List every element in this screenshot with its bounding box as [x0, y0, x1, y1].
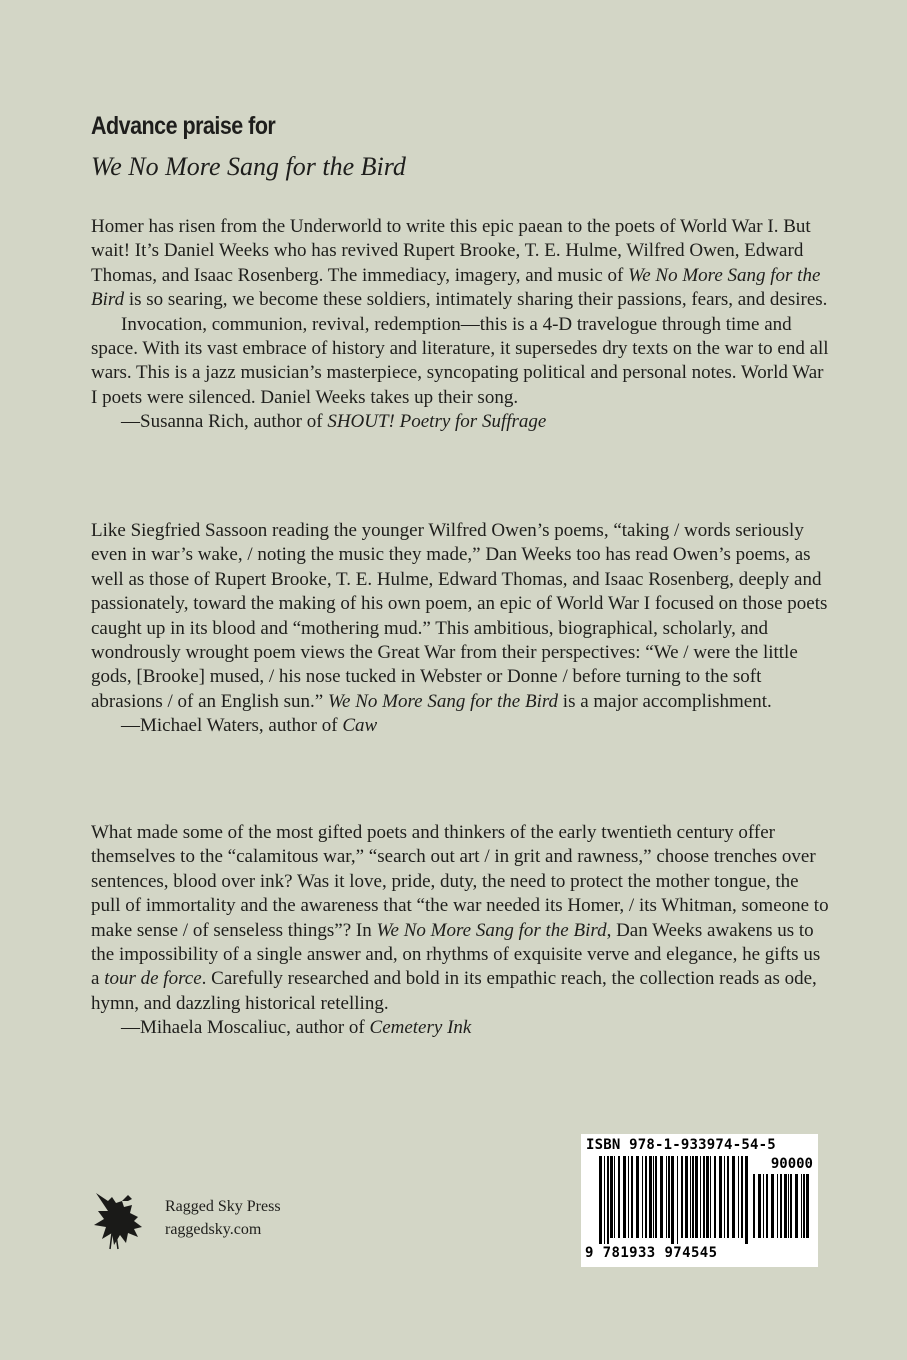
- barcode-bar: [780, 1174, 782, 1238]
- barcode-bar: [695, 1156, 698, 1238]
- barcode-bar: [777, 1174, 778, 1238]
- barcode-bar: [671, 1156, 674, 1244]
- barcode-bar: [753, 1174, 755, 1238]
- barcode-bar: [724, 1156, 725, 1238]
- blurb-moscaliuc: [91, 821, 831, 1041]
- barcode-bar: [645, 1156, 647, 1238]
- barcode-digits: 9 781933 974545: [585, 1245, 718, 1261]
- barcode-bar: [649, 1156, 652, 1238]
- barcode-bar: [618, 1156, 620, 1238]
- barcode-bar: [795, 1174, 798, 1238]
- blurb-waters: [91, 519, 831, 739]
- barcode-bar: [607, 1156, 609, 1244]
- barcode-bar: [732, 1156, 735, 1238]
- blurb-paragraph: Invocation, communion, revival, redemption—this is a 4-D travelogue through time and space. With its vast embrace of history and literature, it supersedes dry texts on the war to end all wars. This is a jazz musician’s masterpiece, syncopating political and personal notes. World War I poets were silenced. Daniel Weeks takes up their song.: [91, 313, 829, 408]
- barcode-bar: [741, 1156, 743, 1238]
- barcode-bar: [614, 1156, 615, 1238]
- barcode-bars: [599, 1156, 749, 1244]
- barcode-bar: [803, 1174, 805, 1238]
- publisher-url: raggedsky.com: [165, 1221, 262, 1238]
- barcode-bar: [703, 1156, 705, 1238]
- blurb-paragraph: Homer has risen from the Underworld to write this epic paean to the poets of World War I. But wait! It’s Daniel Weeks who has revived Rupert Brooke, T. E. Hulme, Wilfred Owen, Edward Thomas, and Isaac Rosenberg. The immediacy, imagery, and music of We No More Sang for the Bird is so searing, we become these soldiers, intimately sharing their passions, fears, and desires.: [91, 216, 828, 311]
- blurb-attribution: —Mihaela Moscaliuc, author of Cemetery Ink: [121, 1017, 472, 1039]
- barcode-addon-bars: [753, 1174, 813, 1244]
- barcode-bar: [631, 1156, 633, 1238]
- barcode-bar: [738, 1156, 739, 1238]
- crow-bird-icon: [88, 1187, 154, 1251]
- barcode-bar: [681, 1156, 683, 1238]
- barcode-bar: [714, 1156, 716, 1238]
- barcode-bar: [668, 1156, 670, 1238]
- barcode-bar: [628, 1156, 629, 1238]
- barcode-bar: [655, 1156, 657, 1238]
- blurb-paragraph: Like Siegfried Sassoon reading the younger Wilfred Owen’s poems, “taking / words seriously even in war’s wake, / noting the music they made,” Dan Weeks too has read Owen’s poems, as well as those of Rupert Brooke, T. E. Hulme, Edward Thomas, and Isaac Rosenberg, deeply and passionately, toward the making of his own poem, an epic of World War I focused on those poets caught up in its blood and “mothering mud.” This ambitious, biographical, scholarly, and wondrously wrought poem views the Great War from their perspectives: “We / were the little gods, [Brooke] mused, / his nose tucked in Webster or Donne / before turning to the soft abrasions / of an English sun.” We No More Sang for the Bird is a major accomplishment.: [91, 520, 828, 712]
- barcode-bar: [771, 1174, 774, 1238]
- barcode-bar: [766, 1174, 768, 1238]
- barcode-bar: [604, 1156, 605, 1244]
- barcode-bar: [706, 1156, 709, 1238]
- blurb-paragraph: What made some of the most gifted poets and thinkers of the early twentieth century offer themselves to the “calamitous war,” “search out art / in grit and rawness,” choose trenches over sentences, blood over ink? Was it love, pride, duty, the need to protect the mother tongue, the pull of immortality and the awareness that “the war needed its Homer, / its Whitman, someone to make sense / of senseless things”? In We No More Sang for the Bird, Dan Weeks awakens us to the impossibility of a single answer and, on rhythms of exquisite verve and elegance, he gifts us a tour de force. Carefully researched and bold in its empathic reach, the collection reads as ode, hymn, and dazzling historical retelling.: [91, 822, 829, 1014]
- barcode-bar: [801, 1174, 802, 1238]
- barcode-bar: [710, 1156, 711, 1238]
- publisher-name: Ragged Sky Press: [165, 1198, 281, 1215]
- barcode-bar: [677, 1156, 678, 1244]
- blurb-rich: [91, 215, 831, 435]
- barcode-bar: [784, 1174, 787, 1238]
- isbn-barcode: [581, 1134, 818, 1267]
- barcode-bar: [700, 1156, 701, 1238]
- barcode-bar: [692, 1156, 694, 1238]
- barcode-bar: [758, 1174, 761, 1238]
- barcode-bar: [685, 1156, 688, 1238]
- barcode-bar: [660, 1156, 663, 1238]
- blurb-attribution: —Michael Waters, author of Caw: [121, 715, 378, 737]
- barcode-bar: [788, 1174, 789, 1238]
- barcode-bar: [636, 1156, 639, 1238]
- book-title: We No More Sang for the Bird: [91, 152, 406, 181]
- barcode-bar: [790, 1174, 792, 1238]
- barcode-bar: [610, 1156, 613, 1238]
- isbn-label: ISBN 978-1-933974-54-5: [586, 1137, 776, 1153]
- barcode-bar: [642, 1156, 643, 1238]
- praise-heading: Advance praise for: [91, 112, 276, 140]
- barcode-bar: [727, 1156, 729, 1238]
- blurb-attribution: —Susanna Rich, author of SHOUT! Poetry for Suffrage: [121, 411, 547, 433]
- barcode-bar: [719, 1156, 722, 1238]
- barcode-bar: [745, 1156, 748, 1244]
- barcode-bar: [806, 1174, 809, 1238]
- barcode-bar: [690, 1156, 691, 1238]
- barcode-bar: [653, 1156, 654, 1238]
- barcode-bar: [666, 1156, 667, 1238]
- barcode-bar: [599, 1156, 602, 1244]
- barcode-bar: [623, 1156, 626, 1238]
- price-code: 90000: [770, 1156, 813, 1172]
- publisher-info: [165, 1195, 281, 1241]
- barcode-bar: [763, 1174, 764, 1238]
